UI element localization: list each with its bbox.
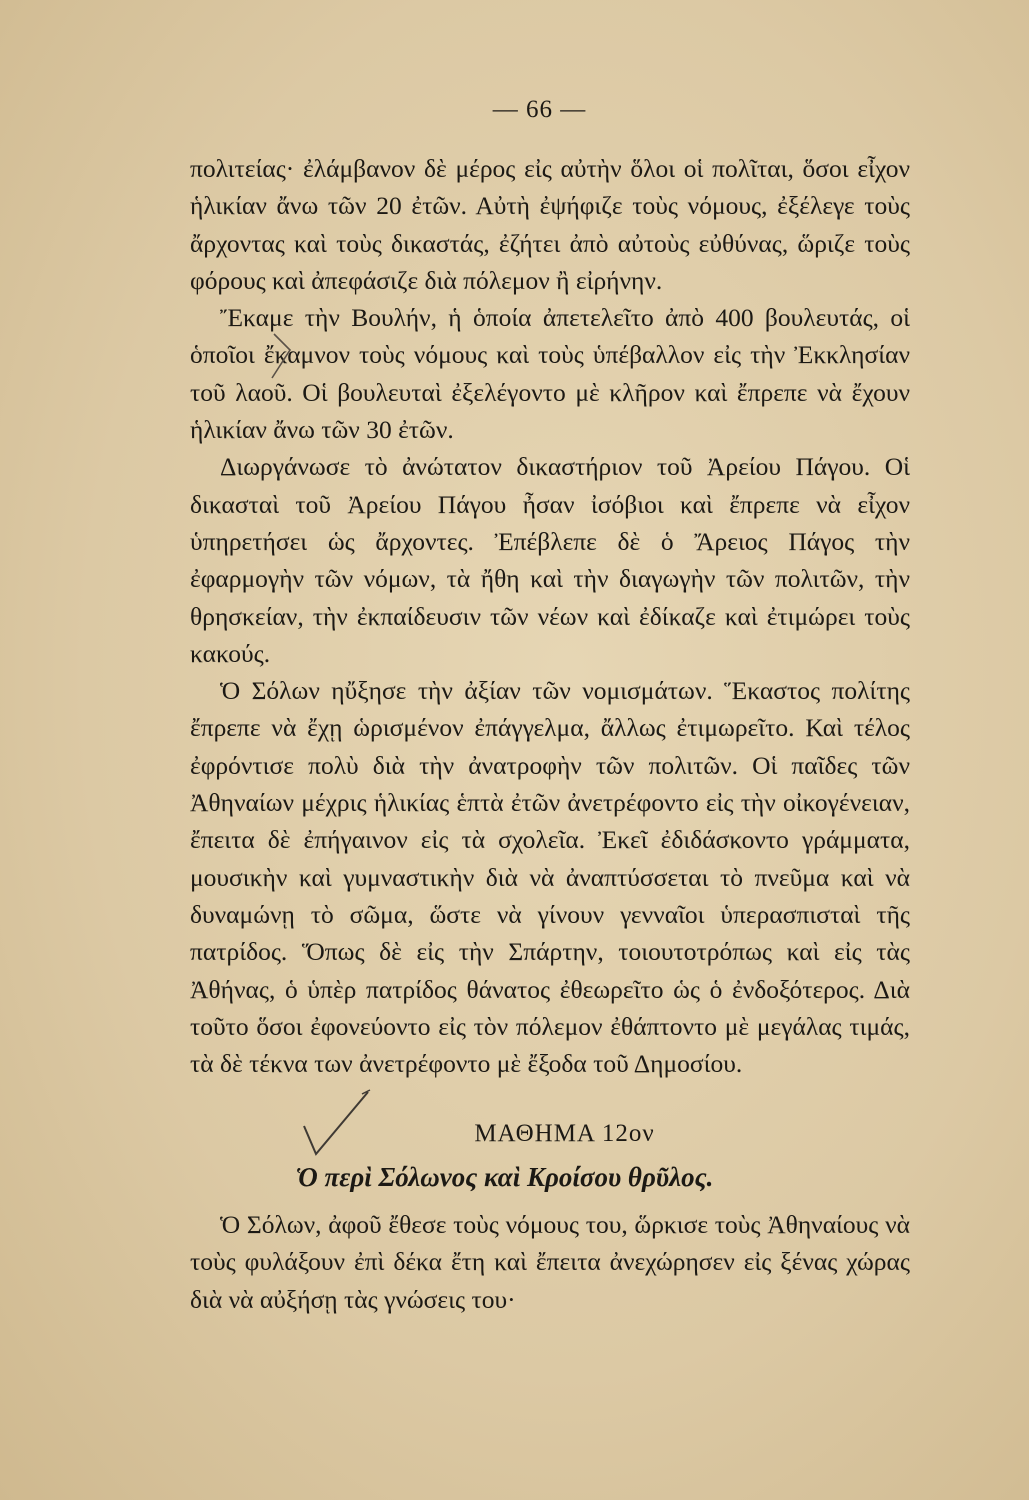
lesson-text — [190, 1206, 910, 1318]
paragraph-education: Ὁ Σόλων ηὔξησε τὴν ἀξίαν τῶν νομισμάτων. Ἕκαστος πολίτης ἔπρεπε νὰ ἔχῃ ὡρισμένον ἐπάγγελμα, ἄλλως ἐτιμωρεῖτο. Καὶ τέλος ἐφρόντισε πολὺ διὰ τὴν ἀνατροφὴν τῶν πολιτῶν. Οἱ παῖδες τῶν Ἀθηναίων μέχρις ἡλικίας ἑπτὰ ἐτῶν ἀνετρέφοντο εἰς τὴν οἰκογένειαν, ἔπειτα δὲ ἐπήγαινον εἰς τὰ σχολεῖα. Ἐκεῖ ἐδιδάσκοντο γράμματα, μουσικὴν καὶ γυμναστικὴν διὰ νὰ ἀναπτύσσεται τὸ πνεῦμα καὶ νὰ δυναμώνῃ τὸ σῶμα, ὥστε νὰ γίνουν γενναῖοι ὑπερασπισταὶ τῆς πατρίδος. Ὅπως δὲ εἰς τὴν Σπάρτην, τοιουτοτρόπως καὶ εἰς τὰς Ἀθήνας, ὁ ὑπὲρ πατρίδος θάνατος ἐθεωρεῖτο ὡς ὁ ἐνδοξότερος. Διὰ τοῦτο ὅσοι ἐφονεύοντο εἰς τὸν πόλεμον ἐθάπτοντο μὲ μεγάλας τιμάς, τὰ δὲ τέκνα των ἀνετρέφοντο μὲ ἔξοδα τοῦ Δημοσίου. — [190, 676, 910, 1079]
paragraph-assembly: πολιτείας· ἐλάμβανον δὲ μέρος εἰς αὐτὴν ὅλοι οἱ πολῖται, ὅσοι εἶχον ἡλικίαν ἄνω τῶν 20 ἐτῶν. Αὐτὴ ἐψήφιζε τοὺς νόμους, ἐξέλεγε τοὺς ἄρχοντας καὶ τοὺς δικαστάς, ἐζήτει ἀπὸ αὐτοὺς εὐθύνας, ὥριζε τοὺς φόρους καὶ ἀπεφάσιζε διὰ πόλεμον ἢ εἰρήνην. — [190, 154, 910, 295]
paragraph-solon-departure: Ὁ Σόλων, ἀφοῦ ἔθεσε τοὺς νόμους του, ὥρκισε τοὺς Ἀθηναίους νὰ τοὺς φυλάξουν ἐπὶ δέκα ἔτη καὶ ἔπειτα ἀνεχώρησεν εἰς ξένας χώρας διὰ νὰ αὐξήσῃ τὰς γνώσεις του· — [190, 1210, 910, 1314]
lesson-heading: ΜΑΘΗΜΑ 12ον — [474, 1120, 655, 1147]
paragraph-areopagus: Διωργάνωσε τὸ ἀνώτατον δικαστήριον τοῦ Ἀρείου Πάγου. Οἱ δικασταὶ τοῦ Ἀρείου Πάγου ἦσαν ἰσόβιοι καὶ ἔπρεπε νὰ εἶχον ὑπηρετήσει ὡς ἄρχοντες. Ἐπέβλεπε δὲ ὁ Ἄρειος Πάγος τὴν ἐφαρμογὴν τῶν νόμων, τὰ ἤθη καὶ τὴν διαγωγὴν τῶν πολιτῶν, τὴν θρησκείαν, τὴν ἐκπαίδευσιν τῶν νέων καὶ ἐδίκαζε καὶ ἐτιμώρει τοὺς κακούς. — [190, 452, 910, 668]
paragraph-boule: Ἔκαμε τὴν Βουλήν, ἡ ὁποία ἀπετελεῖτο ἀπὸ 400 βουλευτάς, οἱ ὁποῖοι ἔκαμνον τοὺς νόμους καὶ τοὺς ὑπέβαλλον εἰς τὴν Ἐκκλησίαν τοῦ λαοῦ. Οἱ βουλευταὶ ἐξελέγοντο μὲ κλῆρον καὶ ἔπρεπε νὰ ἔχουν ἡλικίαν ἄνω τῶν 30 ἐτῶν. — [190, 303, 910, 445]
pencil-mark-icon — [268, 332, 298, 382]
body-text — [190, 150, 910, 1082]
lesson-subtitle: Ὁ περὶ Σόλωνος καὶ Κροίσου θρῦλος. — [295, 1162, 714, 1192]
page-number: — 66 — — [492, 96, 587, 123]
